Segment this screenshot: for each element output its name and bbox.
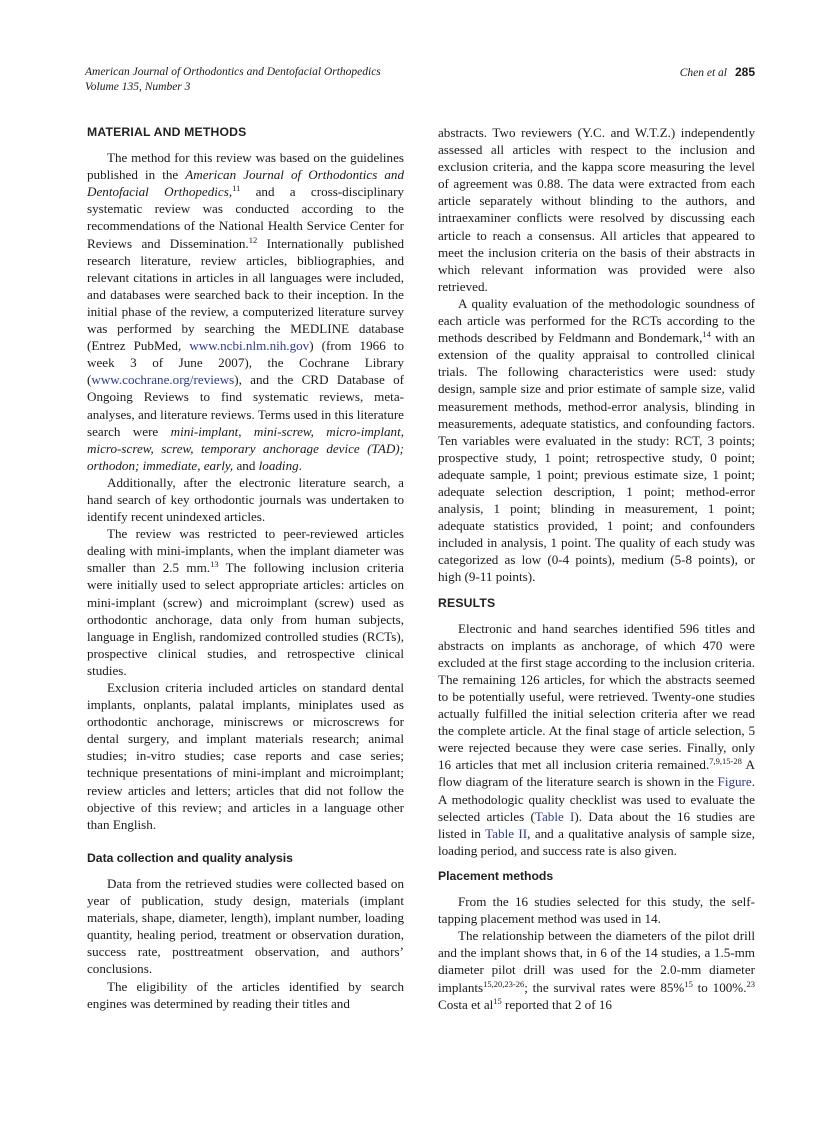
citation[interactable]: 13 — [210, 559, 219, 570]
paragraph-hand-search: Additionally, after the electronic literature search, a hand search of key orthodontic journals was undertaken to identify recent unindexed articles. — [87, 474, 404, 525]
right-column — [438, 124, 755, 1013]
journal-volume: Volume 135, Number 3 — [85, 81, 191, 93]
subheading-data-collection: Data collection and quality analysis — [87, 850, 293, 865]
paragraph-exclusion: Exclusion criteria included articles on standard dental implants, onplants, palatal implants, miniplates used as orthodontic anchorage, miniscrews or microscrews for dental surgery, and implant materials research; animal studies; in-vitro studies; case reports and case series; technique presentations of mini-implant and microimplant; review articles and letters; articles that did not follow the objective of this review; and articles in a language other than English. — [87, 680, 404, 832]
paragraph-pilot-drill: The relationship between the diameters of the pilot drill and the implant shows that, in 6 of the 14 studies, a 1.5-mm diameter pilot drill was used for the 2.0-mm diameter implants$^{15,20,23-26}$; the survival rates were 85%$^{15}$ to 100%.$^{23}$ Costa et $al^{15}$ reported that 2 of 16 — [438, 928, 755, 1012]
link-ncbi[interactable]: www.ncbi.nlm.nih.gov — [189, 338, 310, 354]
citation[interactable]: 15,20,23-26 — [483, 978, 525, 989]
citation[interactable]: 23 — [746, 978, 755, 989]
section-heading-results: RESULTS — [438, 595, 496, 610]
citation[interactable]: 15 — [493, 995, 502, 1006]
paragraph-quality-evaluation: A quality evaluation of the methodologic soundness of each article was performed for the RCTs according to the methods described by Feldmann and Bondemark,$^{14}$ with an extension of the quality appraisal to controlled clinical trials. The following characteristics were used: study design, sample size and prior estimate of sample size, valid measurement methods, method-error analysis, blinding in measurements, adequate statistics, and confounding factors. Ten variables were evaluated in the study: RCT, 3 points; prospective study, 1 point; retrospective study, 0 point; adequate sample, 1 point; previous estimate size, 1 point; adequate selection description, 1 point; method-error analysis, 1 point; blinding in measurement, 1 point; adequate statistics provided, 1 point; and confounders included in analysis, 1 point. The quality of each study was categorized as low (0-4 points), medium (5-8 points), or high (9-11 points). — [438, 295, 755, 585]
paragraph-eligibility: The eligibility of the articles identified by search engines was determined by reading their titles and — [87, 978, 404, 1011]
page-header-right — [680, 65, 755, 81]
paragraph-data-collected: Data from the retrieved studies were collected based on year of publication, study design, materials (implant materials, shape, diameter, length), implant number, loading quantity, healing period, treatment or observation duration, success rate, posttreatment observation, and authors’ conclusions. — [87, 875, 404, 977]
paragraph-search-results: Electronic and hand searches identified 596 titles and abstracts on implants as anchorage, of which 470 were excluded at the first stage according to the inclusion criteria. The remaining 126 articles, for which the abstracts seemed to be potentially useful, were retrieved. Twenty-one studies actually fulfilled the initial selection criteria after we read the complete article. At the final stage of article selection, 5 were rejected because they were case series. Finally, only 16 articles that met all inclusion criteria remained.$^{7,9,15-28}$ A flow diagram of the literature search is shown in the Figure. A methodologic quality checklist was used to evaluate the selected articles (Table I). Data about the 16 studies are listed in Table II, and a qualitative analysis of sample size, loading period, and success rate is also given. — [438, 620, 755, 858]
link-table-1[interactable]: Table I — [534, 808, 575, 824]
citation[interactable]: 15 — [684, 978, 693, 989]
running-head — [85, 65, 755, 95]
subheading-placement-methods: Placement methods — [438, 868, 554, 883]
authors: Chen et al — [679, 67, 727, 79]
link-cochrane[interactable]: www.cochrane.org/reviews — [91, 372, 235, 388]
citation[interactable]: 7,9,15-28 — [709, 756, 742, 767]
page-number: 285 — [734, 65, 755, 79]
search-terms: mini-implant, mini-screw, micro-implant, micro-screw, screw, temporary anchorage device (TAD); orthodon; immediate, early, — [87, 423, 404, 473]
link-figure[interactable]: Figure — [717, 774, 752, 790]
paragraph-methods-intro: The method for this review was based on the guidelines published in the American Journal of Orthodontics and Dentofacial Orthopedics,$^{11}$ and a cross-disciplinary systematic review was conducted according to the recommendations of the National Health Service Center for Reviews and Dissemination.$^{12}$ Internationally published research literature, review articles, bibliographies, and relevant citations in articles in all languages were included, and databases were searched back to their inception. In the initial phase of the review, a computerized literature survey was performed by searching the MEDLINE database (Entrez PubMed, www.ncbi.nlm.nih.gov) (from 1966 to week 3 of June 2007), the Cochrane Library (www.cochrane.org/reviews), and the CRD Database of Ongoing Reviews to find systematic reviews, meta-analyses, and literature reviews. Terms used in this literature search were mini-implant, mini-screw, micro-implant, micro-screw, screw, temporary anchorage device (TAD); orthodon; immediate, early, and loading. — [87, 150, 405, 473]
paragraph-inclusion: The review was restricted to peer-reviewed articles dealing with mini-implants, when the implant diameter was smaller than 2.5 mm.$^{13}$ The following inclusion criteria were initially used to select appropriate articles: articles on mini-implant (screw) and microimplant (screw) used as orthodontic anchorage, data only from human subjects, language in English, randomized controlled studies (RCTs), prospective clinical studies, and retrospective clinical studies. — [87, 526, 404, 678]
journal-name-italic: American Journal of Orthodontics and Dentofacial Orthopedics — [87, 167, 405, 200]
citation[interactable]: 12 — [248, 234, 258, 245]
link-table-2[interactable]: Table II — [485, 825, 528, 841]
section-heading-methods: MATERIAL AND METHODS — [87, 125, 247, 139]
paragraph-self-tapping: From the 16 studies selected for this study, the self-tapping placement method was used in 14. — [438, 894, 755, 927]
citation[interactable]: 11 — [232, 183, 241, 194]
journal-title: American Journal of Orthodontics and Dentofacial Orthopedics — [85, 66, 381, 78]
paragraph-reviewers: abstracts. Two reviewers (Y.C. and W.T.Z.) independently assessed all articles with respect to the inclusion and exclusion criteria, and the kappa score measuring the level of agreement was 0.88. The data were extracted from each article separately without blinding to the authors, and intraexaminer conflicts were resolved by discussing each article to reach a consensus. All articles that appeared to meet the inclusion criteria on the basis of their abstracts in which relevant information was provided were also retrieved. — [438, 125, 755, 294]
citation[interactable]: 14 — [702, 329, 711, 340]
left-column — [87, 124, 404, 1012]
